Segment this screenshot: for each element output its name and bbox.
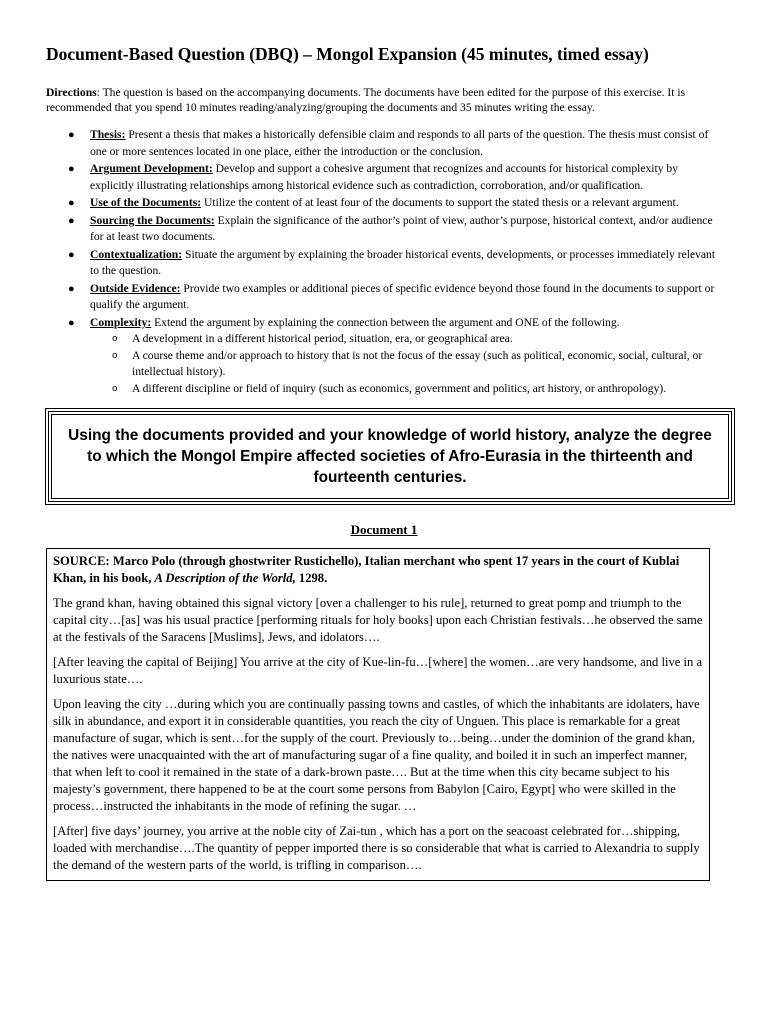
- source-book-title: A Description of the World,: [154, 571, 296, 585]
- rubric-text: Present a thesis that makes a historically defensible claim and responds to all parts of the question. The thesis must consist of one or more sentences located in one place, either the introduction or the conclusion.: [90, 128, 709, 158]
- bullet-icon: ●: [68, 316, 75, 329]
- circle-bullet-icon: o: [112, 350, 118, 361]
- circle-bullet-icon: o: [112, 383, 118, 394]
- directions-text: : The question is based on the accompanying documents. The documents have been edited for the purpose of this exercise. It is recommended that you spend 10 minutes reading/analyzing/grouping the documents and 35 minutes writing the essay.: [46, 86, 686, 114]
- rubric-text: Utilize the content of at least four of the documents to support the stated thesis or a relevant argument.: [201, 196, 679, 209]
- bullet-icon: ●: [68, 129, 75, 141]
- document-paragraph: [After leaving the capital of Beijing] You arrive at the city of Kue-lin-fu…[where] the women…are very handsome, and live in a luxurious state….: [53, 655, 703, 686]
- bullet-icon: ●: [68, 197, 75, 209]
- bullet-icon: ●: [68, 282, 75, 295]
- essay-prompt: Using the documents provided and your knowledge of world history, analyze the degree to which the Mongol Empire affected societies of Afro-Eurasia in the thirteenth and fourteenth centuries.: [48, 411, 732, 502]
- rubric-item-contextualization: [68, 247, 722, 280]
- bullet-icon: ●: [68, 248, 75, 261]
- rubric-list: [46, 127, 722, 397]
- rubric-term: Contextualization:: [90, 247, 183, 261]
- circle-bullet-icon: o: [112, 334, 118, 344]
- document-source: SOURCE: Marco Polo (through ghostwriter Rustichello), Italian merchant who spent 17 years in the court of Kublai Khan, in his book, A Description of the World, 1298.: [53, 554, 680, 585]
- rubric-text: Explain the significance of the author’s point of view, author’s purpose, historical context, and/or audience for at least two documents.: [90, 213, 713, 243]
- rubric-term: Use of the Documents:: [90, 196, 202, 209]
- rubric-text: Develop and support a cohesive argument that recognizes and accounts for historical complexity by explicitly illustrating relationships among historical evidence such as contradiction, corroboration, and/or qualification.: [90, 162, 679, 192]
- document-paragraph: Upon leaving the city …during which you are continually passing towns and castles, of which the inhabitants are idolaters, have silk in abundance, and export it in considerable quantities, you reach the city of Unguen. This place is remarkable for a great manufacture of sugar, which is sent…for the supply of the court. Previously to…being…under the dominion of the grand khan, the natives were unacquainted with the art of manufacturing sugar of a fine quality, and boiled it in such an imperfect manner, that when left to cool it remained in the state of a dark-brown paste…. But at the time when this city became subject to his majesty’s government, there happened to be at the court some persons from Babylon [Cairo, Egypt] who were skilled in the process…instructed the inhabitants in the mode of refining the sugar. …: [53, 697, 700, 813]
- complexity-options: [90, 331, 722, 397]
- document-heading: Document 1: [350, 522, 418, 537]
- rubric-item-outside-evidence: [68, 281, 722, 314]
- rubric-item-argument-development: [68, 161, 722, 194]
- rubric-term: Complexity:: [90, 315, 152, 329]
- rubric-term: Outside Evidence:: [90, 281, 181, 295]
- rubric-text: Extend the argument by explaining the connection between the argument and ONE of the following.: [151, 315, 620, 329]
- document-box: [46, 548, 710, 881]
- complexity-option: o A development in a different historical period, situation, era, or geographical area.: [112, 331, 722, 348]
- rubric-text: Provide two examples or additional pieces of specific evidence beyond those found in the documents to support or qualify the argument.: [90, 281, 715, 311]
- rubric-item-use-of-documents: [68, 195, 722, 212]
- complexity-option: o A course theme and/or approach to history that is not the focus of the essay (such as political, economic, social, cultural, or intellectual history).: [112, 348, 703, 378]
- rubric-term: Sourcing the Documents:: [90, 213, 215, 227]
- rubric-item-complexity: [68, 315, 722, 398]
- rubric-term: Argument Development:: [90, 162, 213, 175]
- bullet-icon: ●: [68, 163, 75, 175]
- rubric-item-sourcing: [68, 213, 722, 246]
- directions-label: Directions: [46, 86, 97, 99]
- rubric-item-thesis: [68, 127, 722, 160]
- page-title: Document-Based Question (DBQ) – Mongol Expansion (45 minutes, timed essay): [46, 44, 649, 64]
- document-paragraph: The grand khan, having obtained this signal victory [over a challenger to his rule], returned to great pomp and triumph to the capital city…[as] was his usual practice [performing rituals for holy books] upon each Christian festivals…he observed the same at the festivals of the Saracens [Muslims], Jews, and idolators….: [53, 596, 703, 644]
- document-paragraph: [After] five days’ journey, you arrive at the noble city of Zai-tun , which has a port on the seacoast celebrated for…shipping, loaded with merchandise….The quantity of pepper imported there is so considerable that what is carried to Alexandria to supply the demand of the western parts of the world, is trifling in comparison….: [53, 824, 700, 872]
- complexity-option: o A different discipline or field of inquiry (such as economics, government and politics, art history, or anthropology).: [112, 381, 722, 398]
- rubric-text: Situate the argument by explaining the broader historical events, developments, or processes immediately relevant to the question.: [90, 247, 716, 277]
- directions: [46, 85, 722, 115]
- rubric-term: Thesis:: [90, 128, 126, 141]
- bullet-icon: ●: [68, 214, 75, 227]
